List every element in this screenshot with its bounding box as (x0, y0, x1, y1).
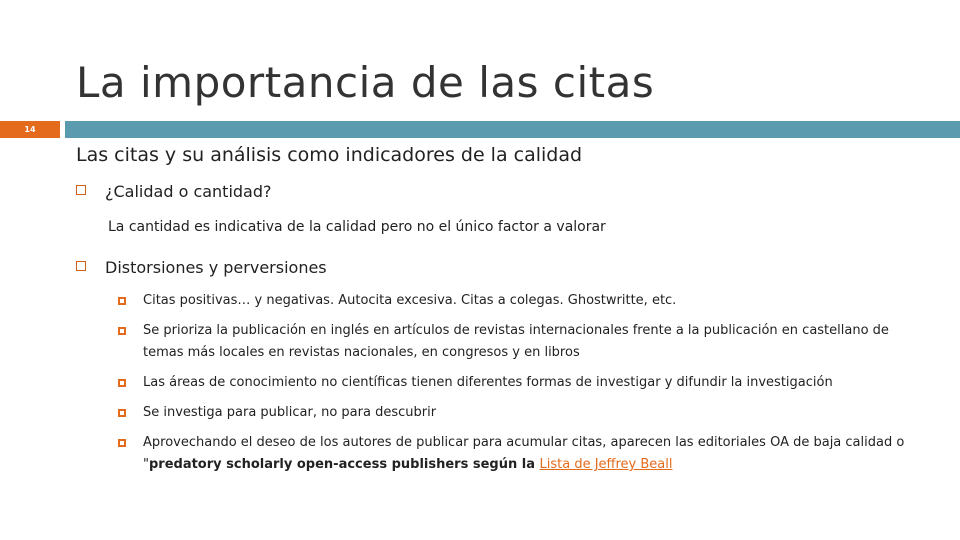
sub-bullet-text: Se prioriza la publicación en inglés en artículos de revistas internacionales frente a la publicación en castellano de temas más locales en revistas nacionales, en congresos y en libros (143, 323, 889, 360)
bullet-text: Distorsiones y perversiones (105, 258, 327, 277)
square-bullet-icon (76, 261, 86, 271)
title-divider-bar (65, 121, 960, 138)
square-bullet-icon (76, 185, 86, 195)
sub-bullet-item (118, 402, 918, 424)
sub-bullet-text: Citas positivas… y negativas. Autocita excesiva. Citas a colegas. Ghostwritte, etc. (143, 293, 677, 308)
slide-title: La importancia de las citas (76, 58, 655, 107)
jeffrey-beall-list-link[interactable]: Lista de Jeffrey Beall (539, 457, 673, 472)
sub-bullet-item (118, 290, 918, 312)
bullet-distorsiones (76, 258, 327, 277)
filled-square-bullet-icon (118, 297, 126, 305)
bullet-text: ¿Calidad o cantidad? (105, 182, 272, 201)
sub-bullet-item (118, 320, 918, 364)
sub-bullet-text: Las áreas de conocimiento no científicas tienen diferentes formas de investigar y difundir la investigación (143, 375, 833, 390)
sub-bullet-text-part: Aprovechando el deseo de los autores de publicar para acumular citas, aparecen las editoriales OA de baja calidad o " (143, 435, 905, 472)
filled-square-bullet-icon (118, 439, 126, 447)
sub-bullet-bold-text: predatory scholarly open-access publishers según la (148, 457, 540, 472)
bullet-body-text: La cantidad es indicativa de la calidad pero no el único factor a valorar (108, 219, 606, 235)
sub-bullet-text: Se investiga para publicar, no para descubrir (143, 405, 437, 420)
bullet-calidad-cantidad (76, 182, 272, 201)
filled-square-bullet-icon (118, 409, 126, 417)
sub-bullet-text (143, 432, 918, 476)
section-heading: Las citas y su análisis como indicadores de la calidad (76, 144, 583, 166)
filled-square-bullet-icon (118, 379, 126, 387)
slide-number: 14 (24, 125, 36, 134)
sub-bullet-item (118, 432, 918, 476)
sub-bullet-item (118, 372, 918, 394)
filled-square-bullet-icon (118, 327, 126, 335)
